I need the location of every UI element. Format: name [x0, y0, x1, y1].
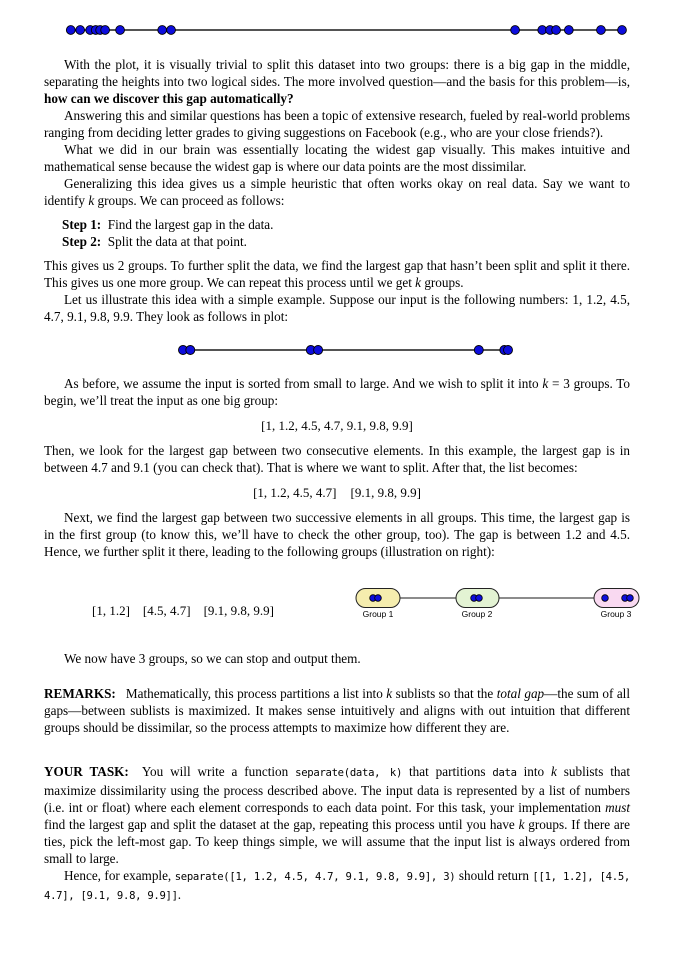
example-dot-plot — [44, 338, 630, 362]
split-result-row — [44, 574, 643, 620]
data-dot — [101, 26, 110, 35]
heights-dot-plot — [44, 18, 630, 42]
step-2: Step 2: Split the data at that point. — [62, 234, 247, 249]
paragraph-research: Answering this and similar questions has been a topic of extensive research, fueled by real-world problems ranging from deciding letter grades to giving suggestions on Facebook (e.g., who are your close friends?). — [44, 108, 630, 140]
group-list: [9.1, 9.8, 9.9] — [350, 485, 421, 500]
paragraph-example-call: Hence, for example, separate([1, 1.2, 4.5, 4.7, 9.1, 9.8, 9.9], 3) should return [[1, 1.2], [4.5, 4.7], [9.1, 9.8, 9.9]]. — [44, 868, 630, 902]
data-dot — [66, 26, 75, 35]
data-dot — [186, 346, 195, 355]
data-dot — [627, 595, 634, 602]
data-dot — [116, 26, 125, 35]
data-dot — [314, 346, 323, 355]
paragraph-widest-gap: What we did in our brain was essentially locating the widest gap visually. This makes intuitive and mathematical sense because the widest gap is where our data points are the most dissimilar. — [44, 142, 630, 174]
group-3-label: Group 3 — [600, 609, 632, 619]
paragraph-your-task: YOUR TASK: You will write a function separate(data, k) that partitions data into k sublists that maximize dissimilarity using the process described above. The input data is represented by a list of numbers (i.e. int or float) where each element corresponds to each data point. For this task, your implementation must find the largest gap and split the dataset at the gap, repeating this process until you have k groups. If there are ties, pick the left-most gap. To keep things simple, we will assume that the input list is always ordered from small to large. — [44, 764, 631, 866]
data-dot — [167, 26, 176, 35]
group-2-label: Group 2 — [461, 609, 493, 619]
data-dot — [476, 595, 483, 602]
equation-one-group — [44, 417, 630, 434]
group-list: [4.5, 4.7] — [142, 603, 191, 618]
data-dot — [511, 26, 520, 35]
paragraph-conclusion: We now have 3 groups, so we can stop and output them. — [64, 651, 361, 666]
groups-illustration — [353, 576, 643, 620]
equation-two-groups — [44, 484, 630, 501]
group-1-label: Group 1 — [362, 609, 394, 619]
data-dot — [76, 26, 85, 35]
data-dot — [564, 26, 573, 35]
data-dot — [375, 595, 382, 602]
paragraph-example-intro: Let us illustrate this idea with a simple example. Suppose our input is the following numbers: 1, 1.2, 4.5, 4.7, 9.1, 9.8, 9.9. They look as follows in plot: — [44, 292, 630, 324]
group-list: [1, 1.2] — [92, 603, 130, 618]
group-list: [9.1, 9.8, 9.9] — [203, 603, 275, 618]
final-groups-lists — [44, 602, 274, 620]
data-dot — [597, 26, 606, 35]
paragraph-remarks: REMARKS: Mathematically, this process partitions a list into k sublists so that the total gap—the sum of all gaps—between sublists is maximized. It makes sense intuitively and aligns with out intuition that different groups should be dissimilar, so the process attempts to maximize how different they are. — [44, 686, 631, 735]
paragraph-two-groups: This gives us 2 groups. To further split the data, we find the largest gap that hasn’t been split and split it there. This gives us one more group. We can repeat this process until we get k groups. — [44, 258, 630, 290]
paragraph-intro: With the plot, it is visually trivial to split this dataset into two groups: there is a big gap in the middle, separating the heights into two logical sides. The more involved question—and the basis for this problem—is, how can we discover this gap automatically? — [44, 57, 630, 106]
data-dot — [158, 26, 167, 35]
paragraph-sorted-input: As before, we assume the input is sorted from small to large. And we wish to split it into k = 3 groups. To begin, we’ll treat the input as one big group: — [44, 376, 631, 408]
group-list: [1, 1.2, 4.5, 4.7, 9.1, 9.8, 9.9] — [261, 418, 413, 433]
steps-list — [44, 216, 630, 250]
paragraph-heuristic: Generalizing this idea gives us a simple heuristic that often works okay on real data. Say we want to identify k groups. We can proceed as follows: — [44, 176, 630, 208]
group-list: [1, 1.2, 4.5, 4.7] — [253, 485, 337, 500]
step-1: Step 1: Find the largest gap in the data. — [62, 217, 274, 232]
paragraph-largest-gap: Then, we look for the largest gap between two consecutive elements. In this example, the largest gap is in between 4.7 and 9.1 (you can check that). That is where we want to split. After that, the list becomes: — [44, 443, 630, 475]
data-dot — [602, 595, 609, 602]
data-dot — [504, 346, 513, 355]
data-dot — [618, 26, 627, 35]
data-dot — [552, 26, 561, 35]
paragraph-second-split: Next, we find the largest gap between two successive elements in all groups. This time, the largest gap is in the first group (to know this, we’ll have to check the other group, too). The gap is between 1.2 and 4.5. Hence, we further split it there, leading to the following groups (illustration on right): — [44, 510, 630, 559]
data-dot — [474, 346, 483, 355]
